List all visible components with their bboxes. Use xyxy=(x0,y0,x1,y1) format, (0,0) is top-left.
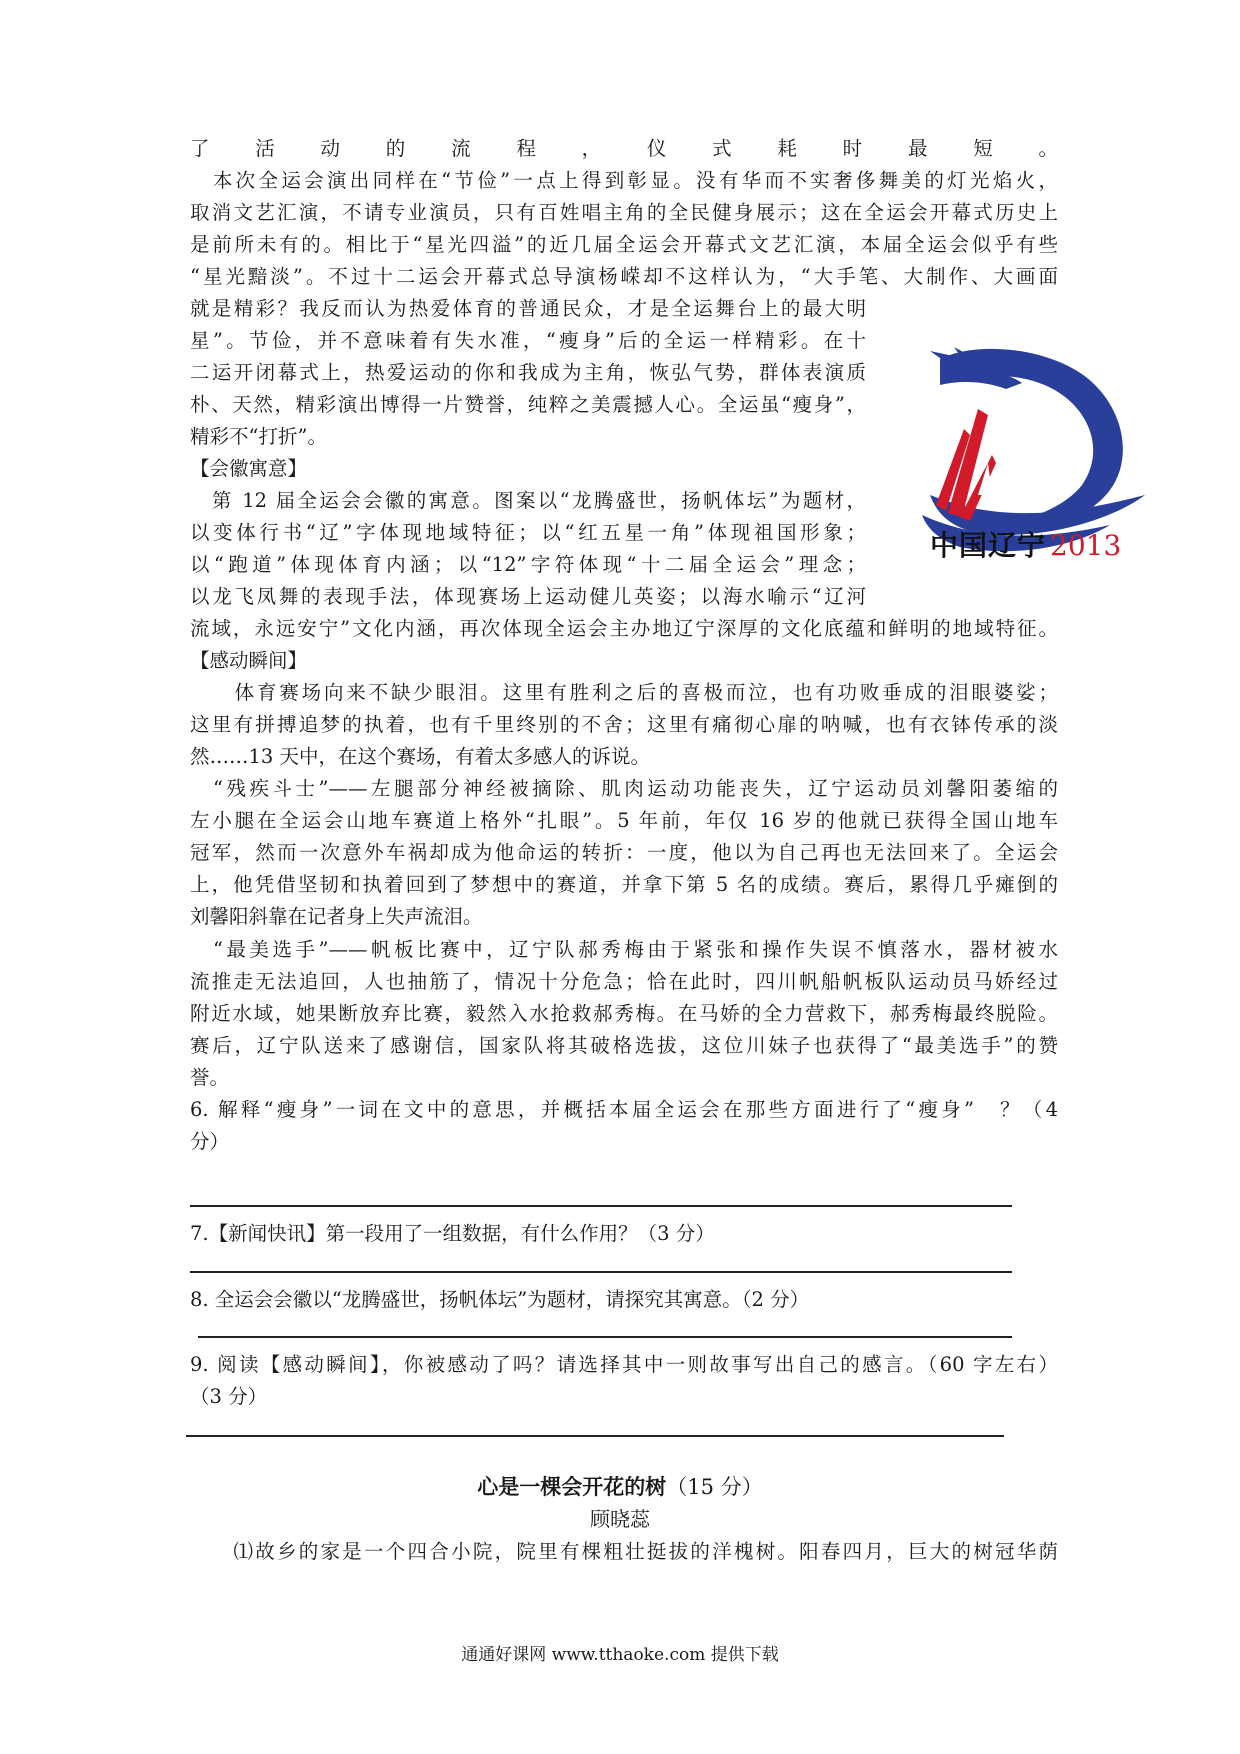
question-6-cont: 分） xyxy=(190,1130,230,1153)
text-line: 以变体行书“辽”字体现地域特征；以“红五星一角”体现祖国形象； xyxy=(190,521,866,544)
text-line: 这里有拼搏追梦的执着，也有千里终别的不舍；这里有痛彻心扉的呐喊，也有衣钵传承的淡 xyxy=(190,713,1058,736)
poem-title xyxy=(0,1471,1240,1503)
poem-title-text: 心是一棵会开花的树 xyxy=(477,1474,667,1499)
text-line: “最美选手”——帆板比赛中，辽宁队郝秀梅由于紧张和操作失误不慎落水，器材被水 xyxy=(190,938,1058,961)
answer-line-9[interactable] xyxy=(186,1435,1004,1437)
emblem-caption xyxy=(930,528,1121,564)
question-6: 6. 解释“瘦身”一词在文中的意思，并概括本届全运会在那些方面进行了“瘦身” ？（4 xyxy=(190,1098,1058,1121)
section-heading-moving-moments: 【感动瞬间】 xyxy=(190,649,308,672)
text-line: 然……13 天中，在这个赛场，有着太多感人的诉说。 xyxy=(190,745,651,768)
answer-line-8[interactable] xyxy=(198,1336,1012,1338)
emblem-year: 2013 xyxy=(1050,529,1122,562)
text-line: “残疾斗士”——左腿部分神经被摘除、肌肉运动功能丧失，辽宁运动员刘馨阳萎缩的 xyxy=(190,777,1058,800)
text-line: 赛后，辽宁队送来了感谢信，国家队将其破格选拔，这位川妹子也获得了“最美选手”的赞 xyxy=(190,1034,1058,1057)
page-footer: 通通好课网 www.tthaoke.com 提供下载 xyxy=(461,1645,779,1665)
text-line: 二运开闭幕式上，热爱运动的你和我成为主角，恢弘气势，群体表演质 xyxy=(190,361,866,384)
text-line: 取消文艺汇演，不请专业演员，只有百姓唱主角的全民健身展示；这在全运会开幕式历史上 xyxy=(190,201,1058,224)
text-line: 誉。 xyxy=(190,1066,230,1089)
text-line: 附近水域，她果断放弃比赛，毅然入水抢救郝秀梅。在马娇的全力营救下，郝秀梅最终脱险。 xyxy=(190,1002,1058,1025)
question-9: 9. 阅读【感动瞬间】，你被感动了吗？请选择其中一则故事写出自己的感言。（60 字左右） xyxy=(190,1353,1058,1376)
text-line: ⑴故乡的家是一个四合小院，院里有棵粗壮挺拔的洋槐树。阳春四月，巨大的树冠华荫 xyxy=(190,1540,1058,1563)
text-line: 以“跑道”体现体育内涵；以“12”字符体现“十二届全运会”理念； xyxy=(190,553,866,576)
text-line: 流域，永远安宁”文化内涵，再次体现全运会主办地辽宁深厚的文化底蕴和鲜明的地域特征。 xyxy=(190,617,1058,640)
text-line: “星光黯淡”。不过十二运会开幕式总导演杨嵘却不这样认为，“大手笔、大制作、大画面 xyxy=(190,265,1058,288)
text-line: 第 12 届全运会会徽的寓意。图案以“龙腾盛世，扬帆体坛”为题材， xyxy=(190,489,866,512)
question-9-cont: （3 分） xyxy=(190,1385,268,1408)
text-line: 星”。节俭，并不意味着有失水准，“瘦身”后的全运一样精彩。在十 xyxy=(190,329,866,352)
text-line: 朴、天然，精彩演出博得一片赞誉，纯粹之美震撼人心。全运虽“瘦身”， xyxy=(190,393,866,416)
text-line: 体育赛场向来不缺少眼泪。这里有胜利之后的喜极而泣，也有功败垂成的泪眼婆娑； xyxy=(190,681,1058,704)
text-line: 刘馨阳斜靠在记者身上失声流泪。 xyxy=(190,905,483,928)
text-line: 流推走无法追回，人也抽筋了，情况十分危急；恰在此时，四川帆船帆板队运动员马娇经过 xyxy=(190,970,1058,993)
text-line: 是前所未有的。相比于“星光四溢”的近几届全运会开幕式文艺汇演，本届全运会似乎有些 xyxy=(190,233,1058,256)
text-line: 上，他凭借坚韧和执着回到了梦想中的赛道，并拿下第 5 名的成绩。赛后，累得几乎瘫倒的 xyxy=(190,873,1058,896)
emblem-region-text: 中国辽宁 xyxy=(930,529,1047,562)
text-line: 精彩不“打折”。 xyxy=(190,425,327,448)
answer-line-6[interactable] xyxy=(190,1205,1012,1207)
question-7: 7.【新闻快讯】第一段用了一组数据，有什么作用？（3 分） xyxy=(190,1222,715,1245)
section-heading-logo-meaning: 【会徽寓意】 xyxy=(190,457,308,480)
question-8: 8. 全运会会徽以“龙腾盛世，扬帆体坛”为题材，请探究其寓意。（2 分） xyxy=(190,1288,810,1311)
text-line: 左小腿在全运会山地车赛道上格外“扎眼”。5 年前，年仅 16 岁的他就已获得全国山地车 xyxy=(190,809,1058,832)
poem-author: 顾晓蕊 xyxy=(590,1507,650,1531)
text-line: 本次全运会演出同样在“节俭”一点上得到彰显。没有华而不实奢侈舞美的灯光焰火， xyxy=(190,169,1058,192)
text-line: 就是精彩？我反而认为热爱体育的普通民众，才是全运舞台上的最大明 xyxy=(190,297,866,320)
text-line: 冠军，然而一次意外车祸却成为他命运的转折：一度，他以为自己再也无法回来了。全运会 xyxy=(190,841,1058,864)
text-line: 了活动的流程，仪式耗时最短。 xyxy=(190,137,1058,160)
answer-line-7[interactable] xyxy=(190,1271,1012,1273)
poem-score: （15 分） xyxy=(666,1475,763,1499)
text-line: 以龙飞凤舞的表现手法，体现赛场上运动健儿英姿；以海水喻示“辽河 xyxy=(190,585,866,608)
